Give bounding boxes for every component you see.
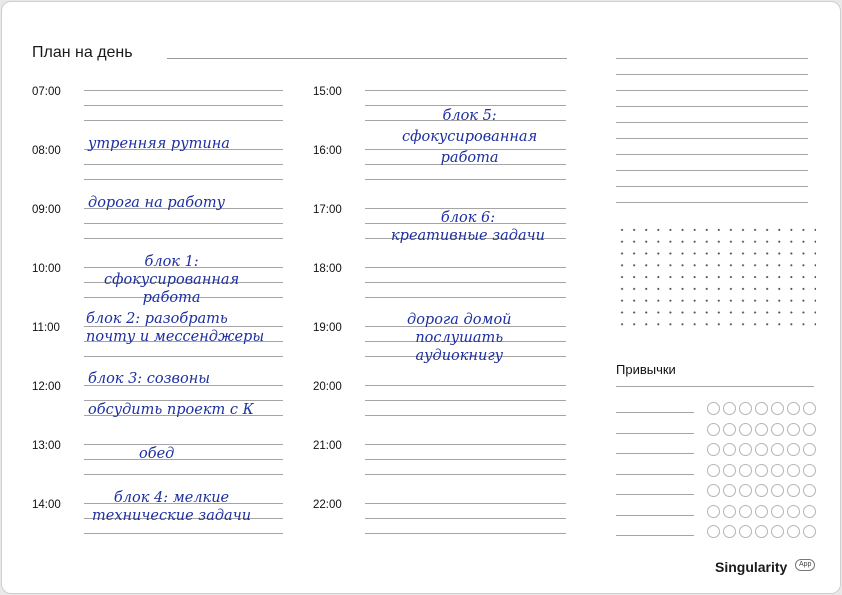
handwritten-note: дорога домой послушать аудиокнигу	[407, 312, 512, 364]
habit-checkbox[interactable]	[723, 525, 736, 538]
habit-checkbox[interactable]	[771, 464, 784, 477]
time-label: 18:00	[313, 263, 342, 275]
habit-checkbox[interactable]	[755, 464, 768, 477]
handwritten-note: блок 6: креативные задачи	[391, 210, 545, 244]
handwritten-note: обед	[139, 446, 175, 462]
time-label: 17:00	[313, 204, 342, 216]
habit-checkbox[interactable]	[803, 443, 816, 456]
time-label: 11:00	[32, 322, 60, 334]
habit-name-line	[616, 494, 694, 495]
habit-row	[616, 441, 816, 457]
habit-checkbox[interactable]	[723, 484, 736, 497]
time-label: 10:00	[32, 263, 61, 275]
notes-line	[616, 202, 808, 203]
habit-row	[616, 462, 816, 478]
time-label: 22:00	[313, 499, 342, 511]
habit-checkbox[interactable]	[739, 443, 752, 456]
writing-line	[365, 385, 566, 386]
time-label: 13:00	[32, 440, 61, 452]
habit-checkbox[interactable]	[803, 402, 816, 415]
notes-line	[616, 90, 808, 91]
writing-line	[84, 474, 283, 475]
habit-checkbox[interactable]	[739, 464, 752, 477]
habit-name-line	[616, 535, 694, 536]
writing-line	[365, 415, 566, 416]
title-underline	[167, 58, 567, 59]
time-label: 16:00	[313, 145, 342, 157]
writing-line	[84, 459, 283, 460]
notes-line	[616, 138, 808, 139]
app-badge: App	[795, 559, 815, 571]
writing-line	[365, 90, 566, 91]
habit-row	[616, 503, 816, 519]
habit-name-line	[616, 433, 694, 434]
writing-line	[84, 164, 283, 165]
dot-grid	[616, 224, 816, 334]
habit-checkbox[interactable]	[771, 484, 784, 497]
habit-checkbox[interactable]	[803, 423, 816, 436]
time-label: 07:00	[32, 86, 61, 98]
writing-line	[84, 533, 283, 534]
handwritten-note: блок 5: сфокусированная работа	[402, 108, 538, 166]
writing-line	[84, 105, 283, 106]
habit-checkbox[interactable]	[787, 464, 800, 477]
page-title: План на день	[32, 44, 133, 61]
habit-checkbox[interactable]	[803, 464, 816, 477]
habit-checkbox[interactable]	[787, 505, 800, 518]
writing-line	[365, 267, 566, 268]
habit-checkbox[interactable]	[739, 484, 752, 497]
writing-line	[365, 533, 566, 534]
writing-line	[365, 459, 566, 460]
notes-line	[616, 106, 808, 107]
habit-checkbox[interactable]	[755, 484, 768, 497]
habits-title-underline	[616, 386, 814, 387]
notes-line	[616, 186, 808, 187]
handwritten-note: блок 4: мелкие технические задачи	[92, 490, 252, 524]
hour-slot	[313, 499, 573, 558]
habit-checkbox[interactable]	[755, 505, 768, 518]
writing-line	[84, 356, 283, 357]
habit-checkbox[interactable]	[723, 443, 736, 456]
notes-line	[616, 154, 808, 155]
habit-checkbox[interactable]	[771, 525, 784, 538]
writing-line	[365, 503, 566, 504]
notes-line	[616, 58, 808, 59]
habit-row	[616, 523, 816, 539]
habit-checkbox[interactable]	[787, 423, 800, 436]
brand-logo: Singularity	[715, 559, 788, 575]
habit-checkbox[interactable]	[787, 484, 800, 497]
habit-checkbox[interactable]	[803, 505, 816, 518]
writing-line	[365, 444, 566, 445]
notes-line	[616, 122, 808, 123]
habit-checkbox[interactable]	[771, 505, 784, 518]
time-label: 14:00	[32, 499, 61, 511]
habit-checkbox[interactable]	[707, 464, 720, 477]
habit-checkbox[interactable]	[739, 423, 752, 436]
habit-checkbox[interactable]	[787, 525, 800, 538]
habit-checkbox[interactable]	[771, 402, 784, 415]
writing-line	[84, 90, 283, 91]
handwritten-note: обсудить проект с К	[88, 402, 254, 418]
habit-row	[616, 421, 816, 437]
habit-name-line	[616, 515, 694, 516]
habit-checkbox[interactable]	[787, 402, 800, 415]
habit-checkbox[interactable]	[707, 443, 720, 456]
time-label: 19:00	[313, 322, 342, 334]
time-label: 12:00	[32, 381, 61, 393]
habit-checkbox[interactable]	[803, 484, 816, 497]
habit-checkbox[interactable]	[787, 443, 800, 456]
habit-checkbox[interactable]	[723, 505, 736, 518]
time-label: 15:00	[313, 86, 342, 98]
time-label: 08:00	[32, 145, 61, 157]
habit-checkbox[interactable]	[723, 402, 736, 415]
writing-line	[365, 179, 566, 180]
hour-slot	[313, 440, 573, 499]
planner-sheet	[1, 1, 841, 594]
time-label: 21:00	[313, 440, 342, 452]
notes-line	[616, 74, 808, 75]
habit-checkbox[interactable]	[803, 525, 816, 538]
habit-checkbox[interactable]	[755, 423, 768, 436]
handwritten-note: утренняя рутина	[88, 136, 230, 152]
habit-name-line	[616, 412, 694, 413]
habit-name-line	[616, 453, 694, 454]
habit-checkbox[interactable]	[707, 484, 720, 497]
habit-checkbox[interactable]	[739, 505, 752, 518]
handwritten-note: блок 2: разобрать почту и мессенджеры	[86, 311, 265, 345]
habit-checkbox[interactable]	[755, 402, 768, 415]
handwritten-note: дорога на работу	[88, 195, 225, 211]
habit-row	[616, 400, 816, 416]
habit-row	[616, 482, 816, 498]
habit-checkbox[interactable]	[707, 505, 720, 518]
habit-checkbox[interactable]	[755, 443, 768, 456]
hour-slot	[313, 381, 573, 440]
writing-line	[365, 282, 566, 283]
habit-name-line	[616, 474, 694, 475]
habit-checkbox[interactable]	[723, 464, 736, 477]
writing-line	[365, 400, 566, 401]
writing-line	[84, 179, 283, 180]
habit-checkbox[interactable]	[707, 423, 720, 436]
habit-checkbox[interactable]	[723, 423, 736, 436]
writing-line	[365, 518, 566, 519]
handwritten-note: блок 1: сфокусированная работа	[104, 254, 240, 306]
notes-line	[616, 170, 808, 171]
habit-checkbox[interactable]	[771, 423, 784, 436]
writing-line	[84, 223, 283, 224]
writing-line	[365, 474, 566, 475]
handwritten-note: блок 3: созвоны	[88, 371, 211, 387]
habit-checkbox[interactable]	[771, 443, 784, 456]
writing-line	[84, 444, 283, 445]
time-label: 20:00	[313, 381, 342, 393]
writing-line	[84, 120, 283, 121]
habit-checkbox[interactable]	[755, 525, 768, 538]
habit-checkbox[interactable]	[739, 525, 752, 538]
habit-checkbox[interactable]	[707, 525, 720, 538]
writing-line	[84, 238, 283, 239]
time-label: 09:00	[32, 204, 61, 216]
habit-checkbox[interactable]	[707, 402, 720, 415]
habit-checkbox[interactable]	[739, 402, 752, 415]
habits-title: Привычки	[616, 362, 676, 377]
writing-line	[365, 297, 566, 298]
